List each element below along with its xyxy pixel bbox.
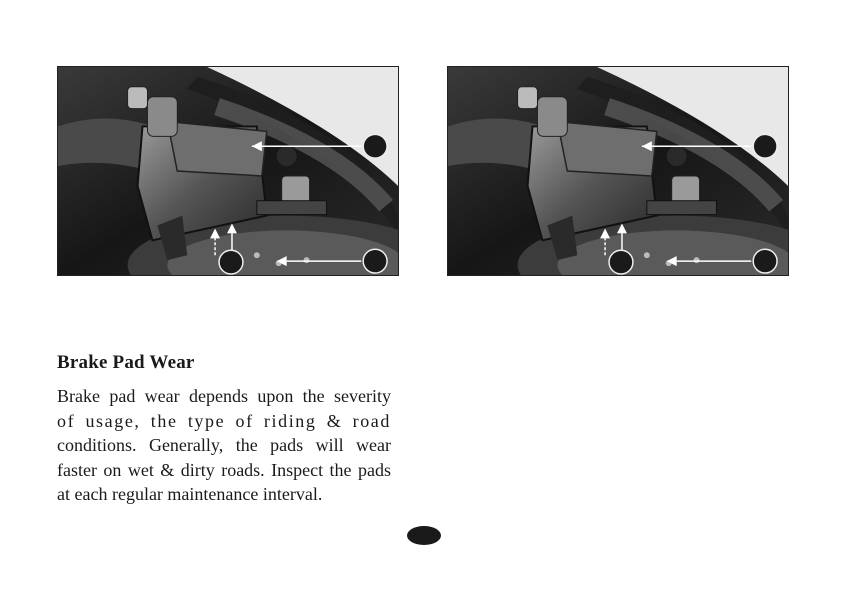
caliper-illustration [58, 67, 398, 275]
body-line: conditions. Generally, the pads will wear [57, 435, 391, 455]
callout-marker [219, 250, 243, 274]
body-line: Brake pad wear depends upon the severity [57, 386, 391, 406]
caliper-illustration [448, 67, 788, 275]
brake-caliper-photo-left [57, 66, 399, 276]
callout-marker [753, 249, 777, 273]
body-line: faster on wet & dirty roads. Inspect the pads [57, 459, 391, 480]
body-line: at each regular maintenance interval. [57, 484, 323, 504]
page-number-badge [407, 526, 441, 545]
section-body [57, 384, 391, 507]
callout-marker [363, 249, 387, 273]
brake-caliper-photo-right [447, 66, 789, 276]
callout-marker [753, 134, 777, 158]
body-line: of usage, the type of riding & road [57, 410, 391, 431]
callout-marker [363, 134, 387, 158]
callout-marker [609, 250, 633, 274]
section-title: Brake Pad Wear [57, 352, 195, 373]
